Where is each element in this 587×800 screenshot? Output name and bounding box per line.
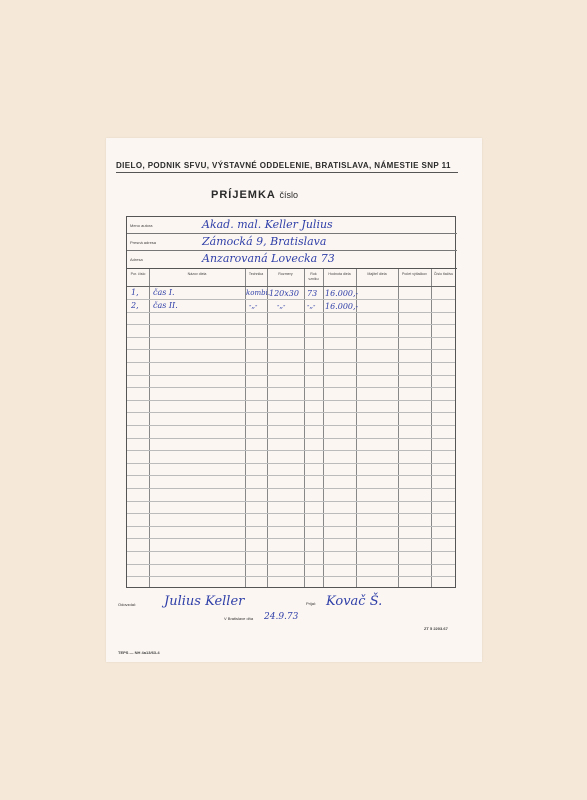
- col-header-technique: Technika: [248, 272, 264, 276]
- date-value: 24.9.73: [264, 612, 299, 622]
- received-label: Prijal:: [306, 601, 317, 606]
- table-row-line: [127, 312, 455, 313]
- col-header-owner: Majiteľ diela: [367, 272, 387, 276]
- table-row-line: [127, 475, 455, 476]
- table-row-line: [127, 450, 455, 451]
- row-1-number: 1,: [131, 288, 139, 297]
- author-name-value: Akad. mal. Keller Julius: [202, 218, 333, 231]
- alt-address-label: Adresa: [130, 257, 143, 262]
- table-row-line: [127, 412, 455, 413]
- row-2-size: -„-: [277, 302, 286, 310]
- table-row-line: [127, 564, 455, 565]
- table-row-line: [127, 488, 455, 489]
- address-row: [127, 234, 457, 251]
- row-1-technique: kombi.: [246, 289, 271, 297]
- table-row-line: [127, 438, 455, 439]
- table-row-line: [127, 375, 455, 376]
- received-signature: Kovač Š.: [326, 594, 383, 609]
- header-rule: [116, 172, 458, 173]
- row-1-name: čas I.: [153, 288, 175, 297]
- receipt-form: [126, 216, 456, 588]
- header-bottom-line: [127, 286, 455, 287]
- table-row-line: [127, 551, 455, 552]
- handed-over-signature: Julius Keller: [164, 594, 245, 609]
- document-sheet: [106, 138, 482, 662]
- table-row-line: [127, 463, 455, 464]
- document-title: [211, 189, 298, 201]
- row-2-number: 2,: [131, 301, 139, 310]
- col-header-size: Rozmery: [278, 272, 293, 276]
- author-name-row: [127, 217, 457, 234]
- handed-over-label: Odovzdal:: [118, 602, 137, 607]
- alt-address-row: [127, 251, 457, 269]
- document-header: DIELO, PODNIK SFVU, VÝSTAVNÉ ODDELENIE, BRATISLAVA, NÁMESTIE SNP 11: [116, 161, 451, 170]
- table-row-line: [127, 538, 455, 539]
- place-date-label: V Bratislave dňa: [224, 616, 254, 621]
- table-row-line: [127, 513, 455, 514]
- row-2-technique: -„-: [249, 302, 258, 310]
- address-value: Zámocká 9, Bratislava: [202, 235, 327, 248]
- table-row-line: [127, 501, 455, 502]
- row-2-year: -„-: [307, 302, 316, 310]
- table-row-line: [127, 349, 455, 350]
- table-row-line: [127, 299, 455, 300]
- row-1-size: 120x30: [269, 289, 299, 298]
- table-row-line: [127, 387, 455, 388]
- address-label: Presná adresa: [130, 240, 157, 245]
- col-header-copies: Počet výtlačkov: [402, 272, 427, 276]
- footer-left-code: TEPS — NH 4a13/63-4: [118, 650, 160, 655]
- col-header-form-no: Číslo tlačivu: [433, 272, 454, 276]
- table-row-line: [127, 425, 455, 426]
- table-row-line: [127, 526, 455, 527]
- col-header-number: Por. číslo: [130, 272, 146, 276]
- col-header-year: Rok vzniku: [308, 272, 319, 281]
- table-row-line: [127, 400, 455, 401]
- table-row-line: [127, 337, 455, 338]
- row-1-year: 73: [307, 289, 318, 298]
- table-row-line: [127, 576, 455, 577]
- row-2-value: 16.000,-: [325, 302, 359, 311]
- alt-address-value: Anzarovaná Lovecka 73: [202, 252, 335, 265]
- author-name-label: Meno autora: [130, 223, 153, 228]
- col-header-value: Hodnota diela: [328, 272, 351, 276]
- title-number-label: číslo: [279, 190, 299, 200]
- table-row-line: [127, 362, 455, 363]
- table-row-line: [127, 324, 455, 325]
- title-text: PRÍJEMKA: [211, 189, 276, 201]
- row-1-value: 16.000,-: [325, 289, 359, 298]
- footer-right-code: ZT 5 2203.67: [424, 626, 448, 631]
- row-2-name: čas II.: [153, 301, 178, 310]
- col-header-name: Názov diela: [187, 272, 207, 276]
